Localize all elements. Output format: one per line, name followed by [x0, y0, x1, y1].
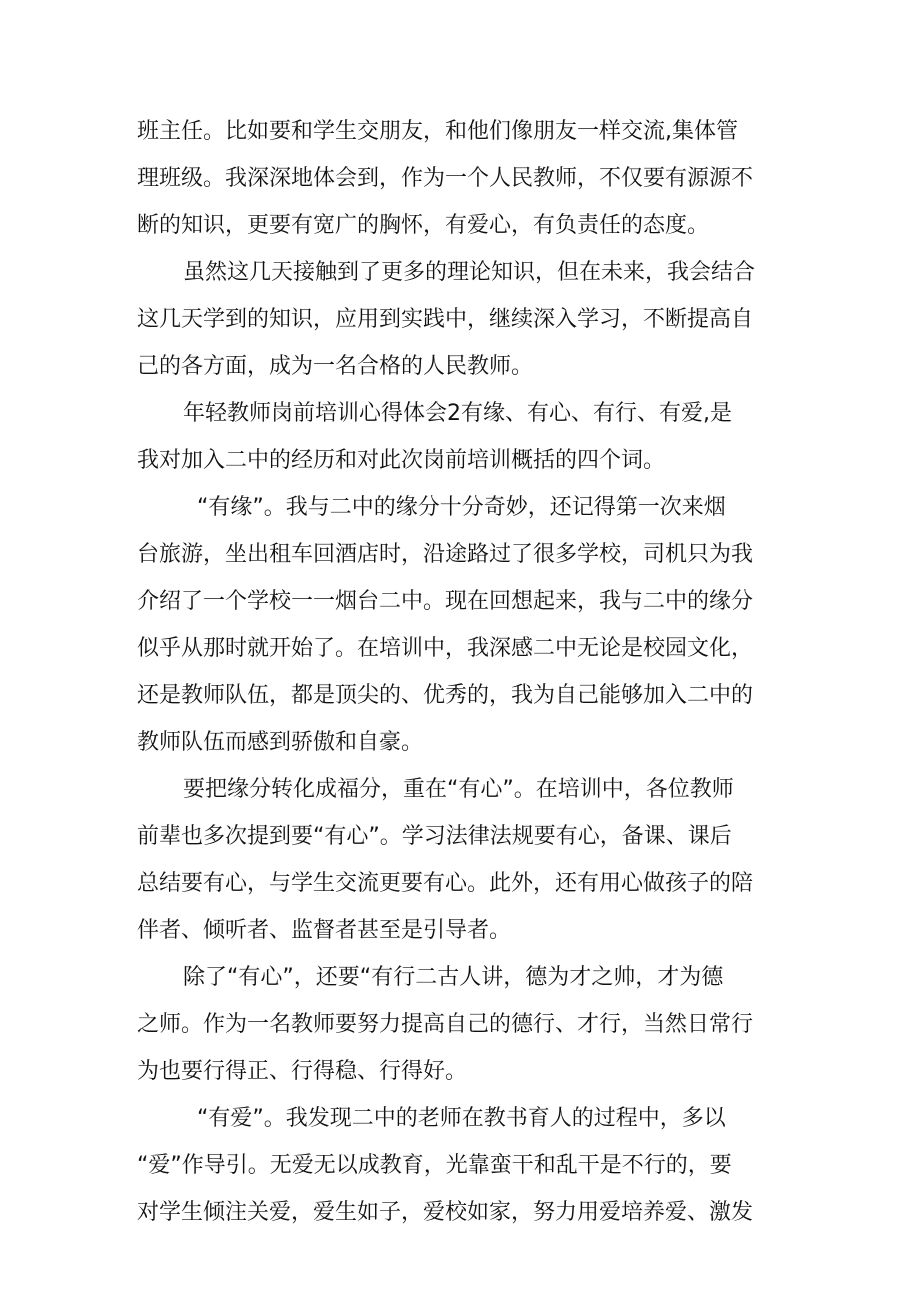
text-line: 似乎从那时就开始了。在培训中，我深感二中无论是校园文化， — [137, 636, 754, 661]
text-line: 总结要有心，与学生交流更要有心。此外，还有用心做孩子的陪 — [137, 871, 754, 896]
text-line: 班主任。比如要和学生交朋友，和他们像朋友一样交流,集体管 — [137, 119, 738, 144]
text-line: 之师。作为一名教师要努力提高自己的德行、才行，当然日常行 — [137, 1012, 754, 1037]
text-line: 台旅游，坐出租车回酒店时，沿途路过了很多学校，司机只为我 — [137, 542, 754, 567]
text-line: “有爱”。我发现二中的老师在教书育人的过程中，多以 — [197, 1106, 726, 1131]
text-line: 为也要行得正、行得稳、行得好。 — [137, 1059, 468, 1084]
text-line: 对学生倾注关爱，爱生如子，爱校如家，努力用爱培养爱、激发 — [137, 1200, 754, 1225]
text-line: “爱”作导引。无爱无以成教育，光靠蛮干和乱干是不行的，要 — [137, 1153, 732, 1178]
text-line: 虽然这几天接触到了更多的理论知识，但在未来，我会结合 — [183, 260, 756, 285]
text-line: 除了“有心”，还要“有行二古人讲，德为才之帅，才为德 — [183, 965, 724, 990]
text-line: 介绍了一个学校一一烟台二中。现在回想起来，我与二中的缘分 — [137, 589, 754, 614]
text-line: 还是教师队伍，都是顶尖的、优秀的，我为自己能够加入二中的 — [137, 683, 754, 708]
document-body — [137, 108, 797, 1236]
text-line: 断的知识，更要有宽广的胸怀，有爱心，有负责任的态度。 — [137, 213, 710, 238]
text-line: 要把缘分转化成福分，重在“有心”。在培训中，各位教师 — [183, 777, 734, 802]
text-line: 理班级。我深深地体会到，作为一个人民教师，不仅要有源源不 — [137, 166, 754, 191]
text-line: 我对加入二中的经历和对此次岗前培训概括的四个词。 — [137, 448, 666, 473]
text-line: 年轻教师岗前培训心得体会2有缘、有心、有行、有爱,是 — [183, 401, 732, 426]
text-line: 己的各方面，成为一名合格的人民教师。 — [137, 354, 534, 379]
text-line: 教师队伍而感到骄傲和自豪。 — [137, 730, 424, 755]
text-line: 前辈也多次提到要“有心”。学习法律法规要有心，备课、课后 — [137, 824, 732, 849]
text-line: 伴者、倾听者、监督者甚至是引导者。 — [137, 918, 512, 943]
text-line: 这几天学到的知识，应用到实践中，继续深入学习，不断提高自 — [137, 307, 754, 332]
text-line: “有缘”。我与二中的缘分十分奇妙，还记得第一次来烟 — [197, 495, 726, 520]
